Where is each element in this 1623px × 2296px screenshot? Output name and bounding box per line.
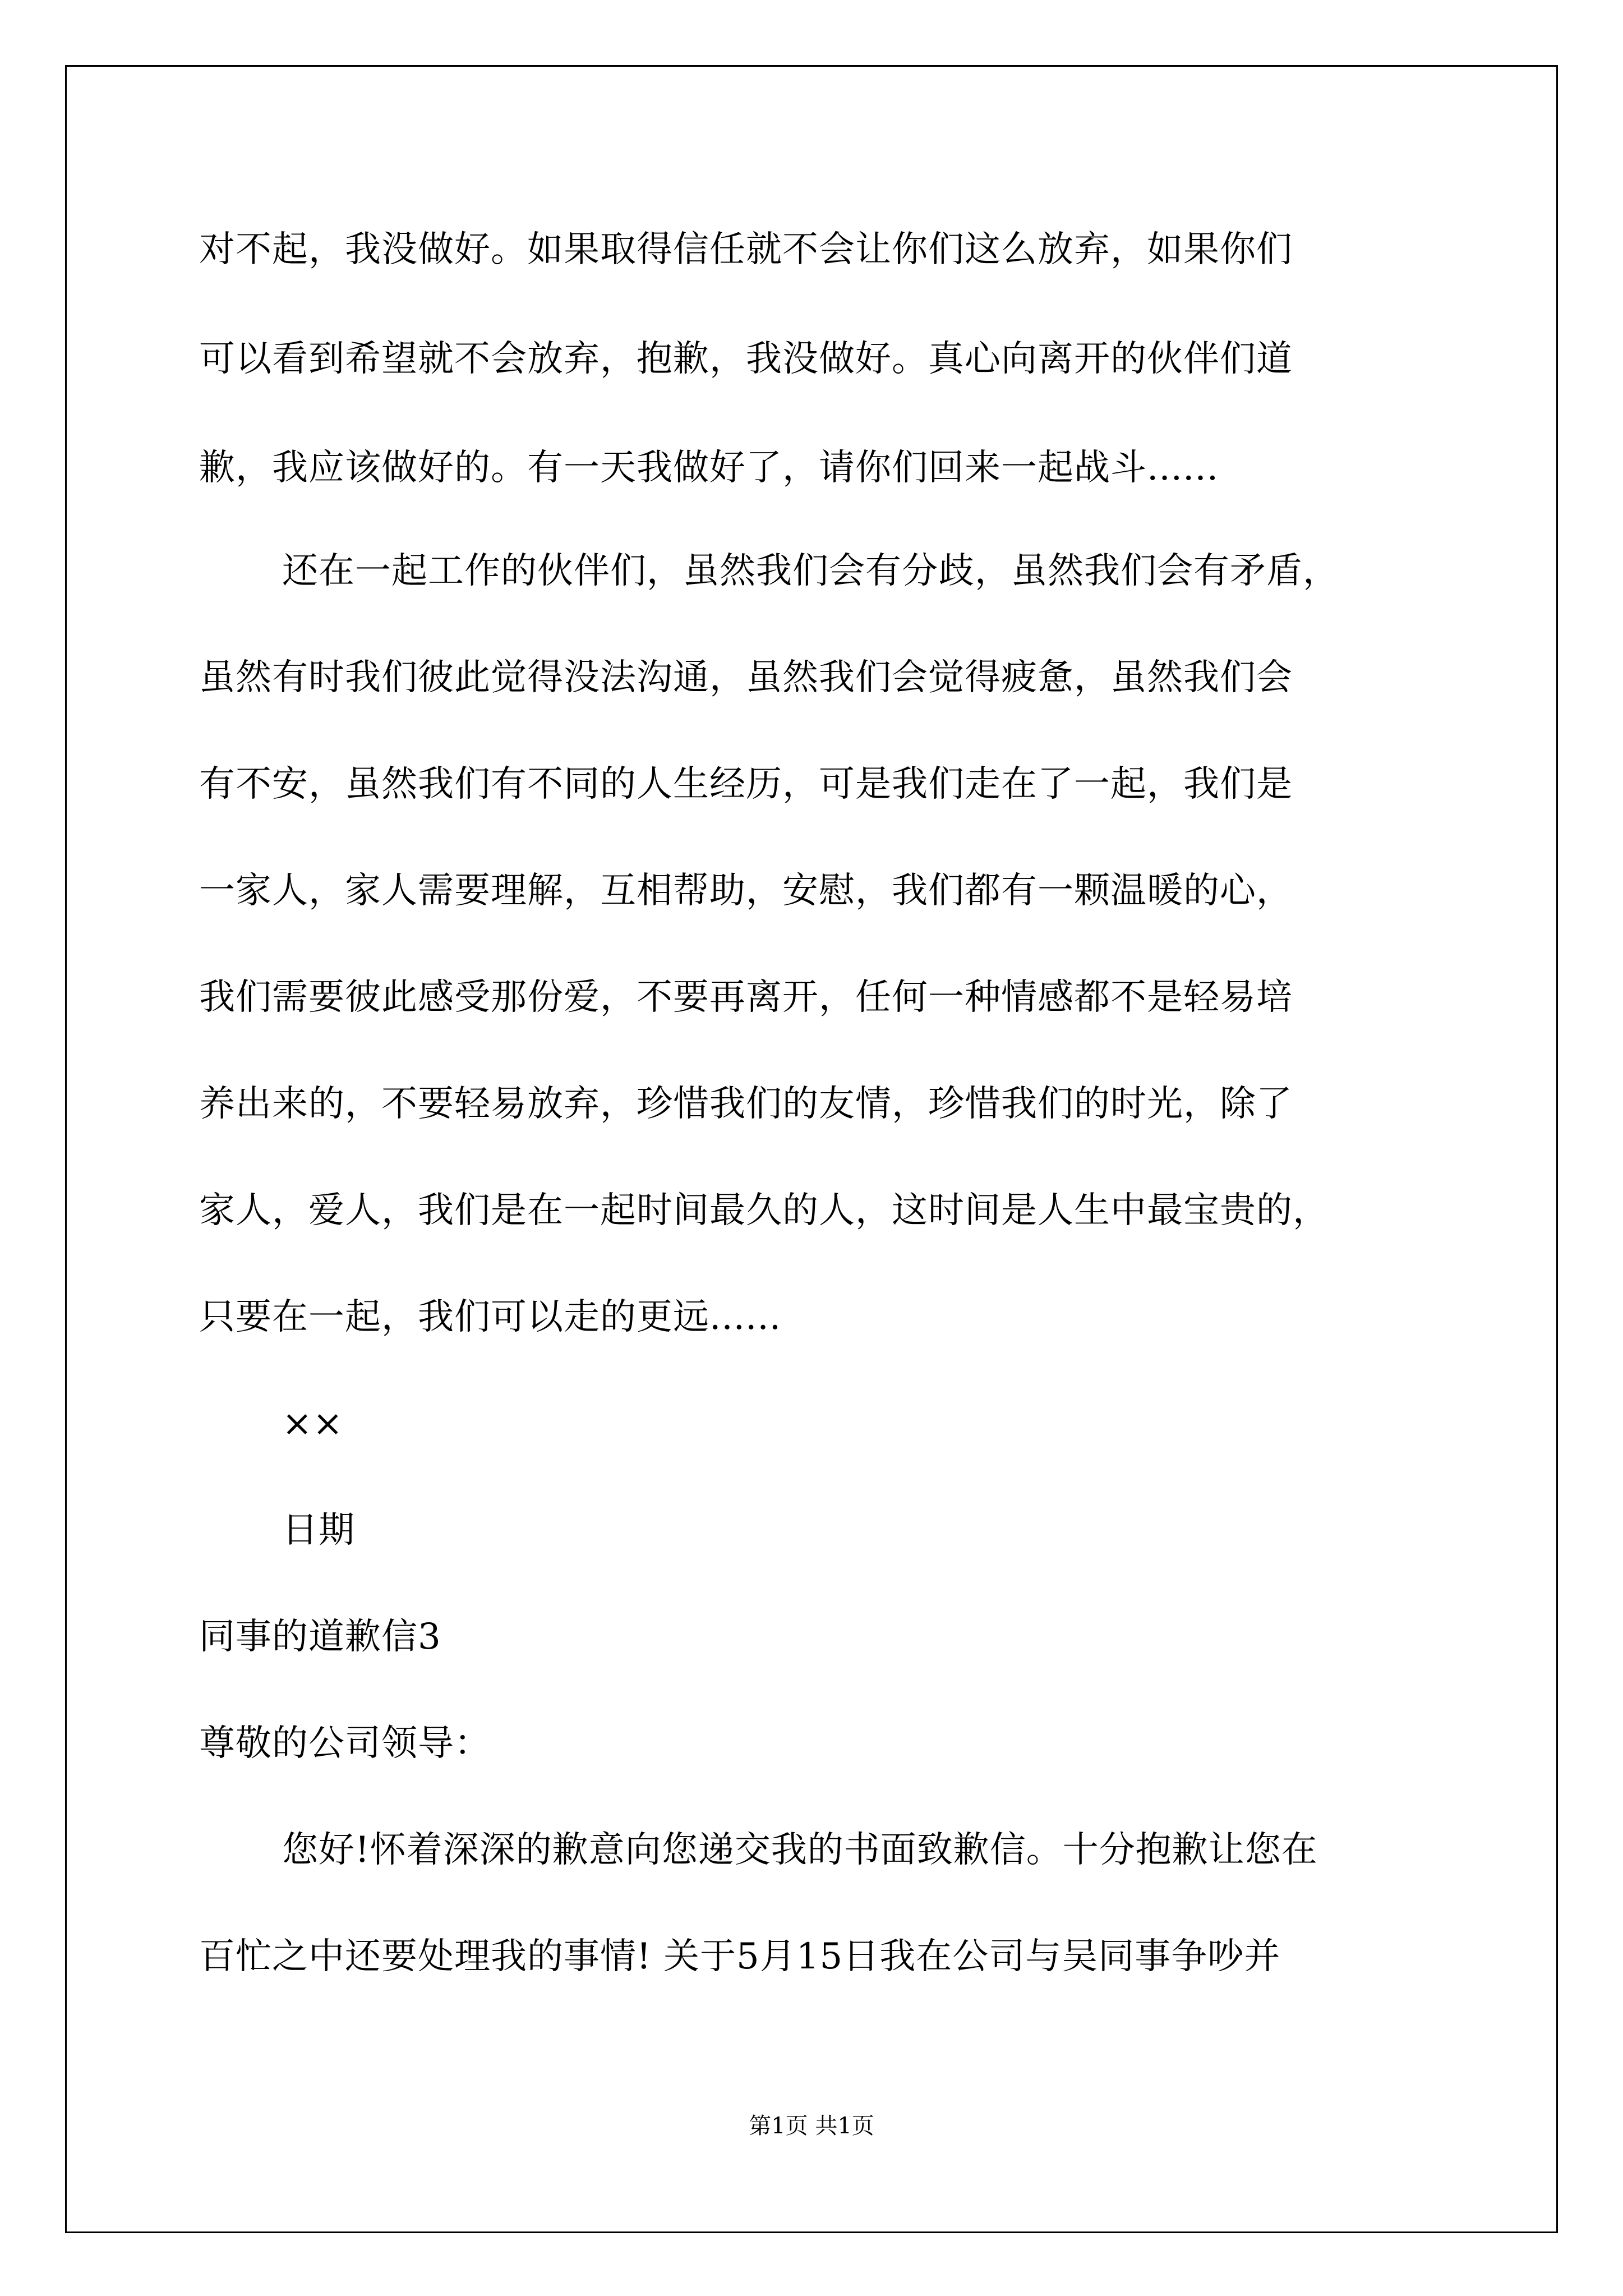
body-line-4: 还在一起工作的伙伴们，虽然我们会有分歧，虽然我们会有矛盾， [282,550,1339,592]
body-line-7: 一家人，家人需要理解，互相帮助，安慰，我们都有一颗温暖的心， [199,870,1293,912]
body-line-1: 对不起，我没做好。如果取得信任就不会让你们这么放弃，如果你们 [199,229,1293,270]
body-line-5: 虽然有时我们彼此觉得没法沟通，虽然我们会觉得疲惫，虽然我们会 [199,657,1293,698]
body-line-12: 您好!怀着深深的歉意向您递交我的书面致歉信。十分抱歉让您在 [282,1829,1318,1871]
body-line-11: 只要在一起，我们可以走的更远...... [199,1296,782,1338]
page-footer: 第1页 共1页 [749,2113,874,2139]
body-line-9: 养出来的，不要轻易放弃，珍惜我们的友情，珍惜我们的时光，除了 [199,1083,1293,1125]
body-line-2: 可以看到希望就不会放弃，抱歉，我没做好。真心向离开的伙伴们道 [199,338,1293,380]
page-border [65,65,1558,2233]
body-line-10: 家人，爱人，我们是在一起时间最久的人，这时间是人生中最宝贵的， [199,1190,1329,1231]
salutation: 尊敬的公司领导： [199,1723,491,1764]
signature-name: ×× [282,1403,344,1444]
body-line-6: 有不安，虽然我们有不同的人生经历，可是我们走在了一起，我们是 [199,763,1293,805]
section-heading: 同事的道歉信3 [199,1616,441,1658]
body-line-3: 歉，我应该做好的。有一天我做好了，请你们回来一起战斗...... [199,447,1219,489]
signature-date: 日期 [282,1510,355,1551]
body-line-8: 我们需要彼此感受那份爱，不要再离开，任何一种情感都不是轻易培 [199,977,1293,1018]
body-line-13: 百忙之中还要处理我的事情! 关于5月15日我在公司与吴同事争吵并 [199,1936,1281,1977]
